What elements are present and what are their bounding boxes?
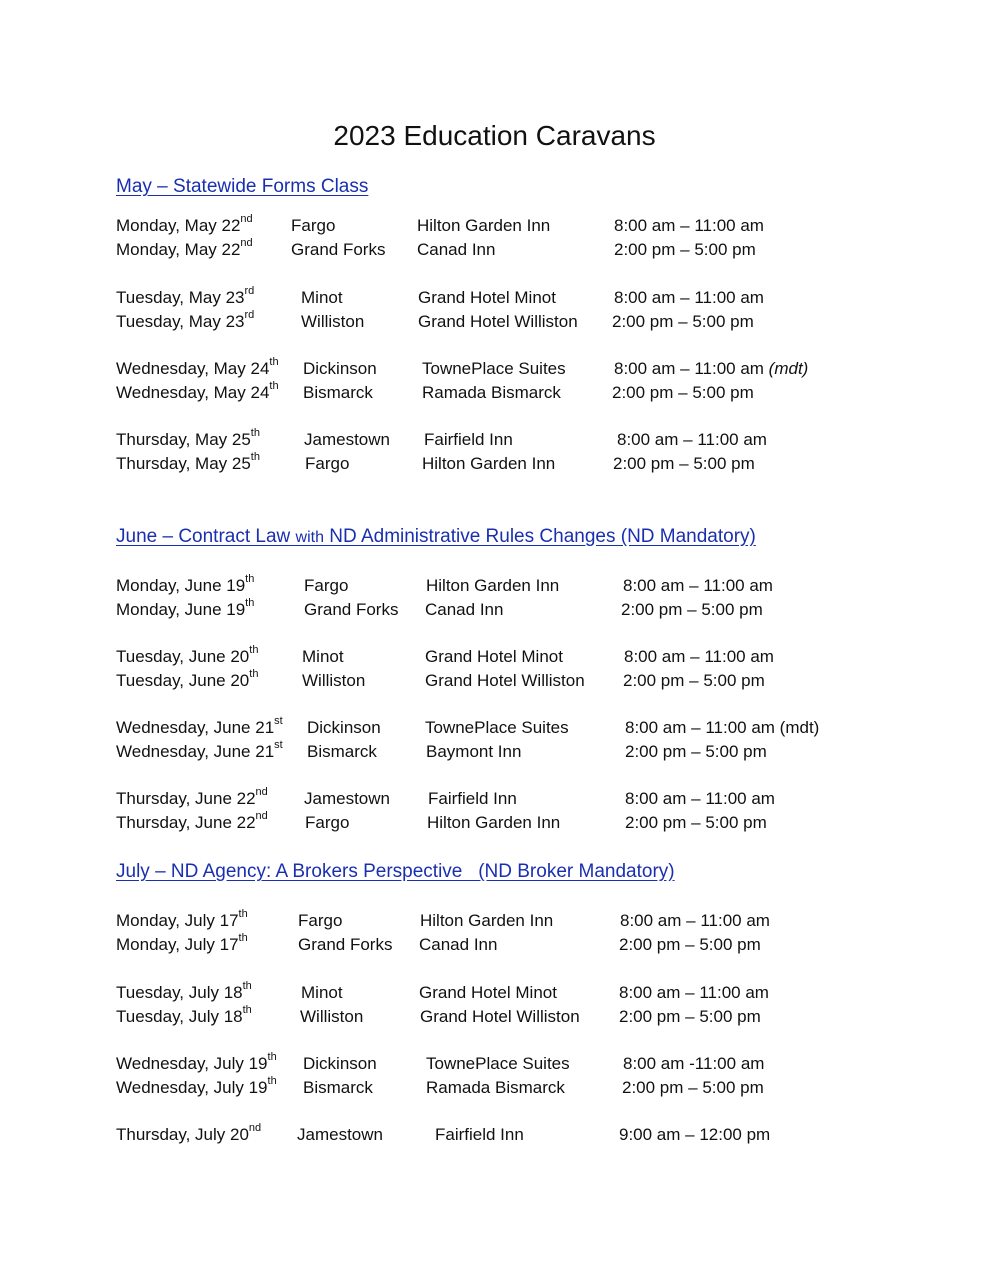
date-cell: Thursday, June 22nd: [116, 810, 268, 832]
city-cell: Minot: [301, 983, 343, 1002]
date-cell: Tuesday, May 23rd: [116, 309, 255, 331]
time-cell: 2:00 pm – 5:00 pm: [621, 600, 763, 619]
city-cell: Minot: [301, 288, 343, 307]
schedule-row: [0, 452, 989, 476]
venue-cell: Canad Inn: [419, 935, 498, 954]
date-cell: Monday, May 22nd: [116, 237, 253, 259]
city-cell: Bismarck: [303, 383, 373, 402]
city-cell: Dickinson: [303, 359, 377, 378]
city-cell: Bismarck: [303, 1078, 373, 1097]
schedule-row: [0, 574, 989, 598]
time-cell: 2:00 pm – 5:00 pm: [623, 671, 765, 690]
venue-cell: Grand Hotel Williston: [418, 312, 578, 331]
schedule-row: [0, 428, 989, 452]
time-cell: 8:00 am – 11:00 am: [623, 576, 773, 595]
time-cell: 2:00 pm – 5:00 pm: [625, 742, 767, 761]
schedule-row: [0, 1123, 989, 1147]
venue-cell: Grand Hotel Minot: [419, 983, 557, 1002]
date-cell: Wednesday, July 19th: [116, 1075, 277, 1097]
date-cell: Tuesday, June 20th: [116, 668, 259, 690]
schedule-row: [0, 310, 989, 334]
section-heading-july[interactable]: [116, 860, 675, 884]
date-cell: Monday, July 17th: [116, 908, 248, 930]
venue-cell: Ramada Bismarck: [426, 1078, 565, 1097]
time-cell: 2:00 pm – 5:00 pm: [619, 935, 761, 954]
time-cell: 8:00 am – 11:00 am: [617, 430, 767, 449]
venue-cell: TownePlace Suites: [422, 359, 566, 378]
time-cell: 8:00 am – 11:00 am: [614, 288, 764, 307]
time-cell: 2:00 pm – 5:00 pm: [612, 312, 754, 331]
schedule-row: [0, 740, 989, 764]
city-cell: Williston: [300, 1007, 364, 1026]
venue-cell: Grand Hotel Minot: [418, 288, 556, 307]
city-cell: Fargo: [305, 454, 350, 473]
venue-cell: Hilton Garden Inn: [426, 576, 560, 595]
date-cell: Monday, July 17th: [116, 932, 248, 954]
timezone-note: (mdt): [768, 359, 809, 378]
schedule-row: [0, 645, 989, 669]
time-cell: 2:00 pm – 5:00 pm: [613, 454, 755, 473]
time-cell: 2:00 pm – 5:00 pm: [612, 383, 754, 402]
venue-cell: Hilton Garden Inn: [427, 813, 561, 832]
schedule-row: [0, 811, 989, 835]
schedule-row: [0, 238, 989, 262]
date-cell: Tuesday, July 18th: [116, 980, 252, 1002]
venue-cell: Canad Inn: [425, 600, 504, 619]
time-cell: 2:00 pm – 5:00 pm: [625, 813, 767, 832]
time-cell: 8:00 am – 11:00 am (mdt): [614, 359, 809, 378]
city-cell: Fargo: [304, 576, 349, 595]
city-cell: Jamestown: [297, 1125, 383, 1144]
venue-cell: TownePlace Suites: [426, 1054, 570, 1073]
date-cell: Monday, June 19th: [116, 573, 255, 595]
venue-cell: Fairfield Inn: [424, 430, 513, 449]
date-cell: Wednesday, May 24th: [116, 356, 279, 378]
city-cell: Jamestown: [304, 789, 390, 808]
schedule-row: [0, 1005, 989, 1029]
date-cell: Wednesday, July 19th: [116, 1051, 277, 1073]
time-cell: 8:00 am – 11:00 am: [614, 216, 764, 235]
heading-text: May – Statewide Forms Class: [116, 176, 369, 197]
schedule-row: [0, 716, 989, 740]
venue-cell: Grand Hotel Minot: [425, 647, 563, 666]
date-cell: Tuesday, July 18th: [116, 1004, 252, 1026]
time-cell: 2:00 pm – 5:00 pm: [622, 1078, 764, 1097]
date-cell: Wednesday, June 21st: [116, 715, 283, 737]
section-heading-may[interactable]: [116, 175, 368, 199]
venue-cell: Grand Hotel Williston: [425, 671, 585, 690]
time-cell: 8:00 am – 11:00 am (mdt): [625, 718, 820, 737]
venue-cell: Fairfield Inn: [428, 789, 517, 808]
city-cell: Bismarck: [307, 742, 377, 761]
date-cell: Wednesday, June 21st: [116, 739, 283, 761]
city-cell: Dickinson: [303, 1054, 377, 1073]
schedule-row: [0, 286, 989, 310]
venue-cell: Grand Hotel Williston: [420, 1007, 580, 1026]
city-cell: Fargo: [291, 216, 336, 235]
schedule-row: [0, 381, 989, 405]
heading-text-small: with: [295, 529, 324, 546]
city-cell: Grand Forks: [291, 240, 386, 259]
schedule-row: [0, 1052, 989, 1076]
date-cell: Thursday, July 20nd: [116, 1122, 262, 1144]
venue-cell: Ramada Bismarck: [422, 383, 561, 402]
time-cell: 2:00 pm – 5:00 pm: [614, 240, 756, 259]
venue-cell: Canad Inn: [417, 240, 496, 259]
schedule-row: [0, 357, 989, 381]
time-cell: 2:00 pm – 5:00 pm: [619, 1007, 761, 1026]
heading-text: June – Contract Law: [116, 526, 296, 547]
schedule-row: [0, 933, 989, 957]
city-cell: Minot: [302, 647, 344, 666]
city-cell: Jamestown: [304, 430, 390, 449]
date-cell: Monday, June 19th: [116, 597, 255, 619]
venue-cell: Fairfield Inn: [435, 1125, 524, 1144]
heading-text-rest: ND Administrative Rules Changes (ND Mandatory): [324, 526, 756, 547]
venue-cell: Baymont Inn: [426, 742, 522, 761]
section-heading-june[interactable]: [116, 525, 756, 550]
city-cell: Grand Forks: [298, 935, 393, 954]
date-cell: Thursday, May 25th: [116, 427, 260, 449]
date-cell: Thursday, May 25th: [116, 451, 260, 473]
schedule-row: [0, 214, 989, 238]
date-cell: Tuesday, June 20th: [116, 644, 259, 666]
schedule-row: [0, 909, 989, 933]
venue-cell: TownePlace Suites: [425, 718, 569, 737]
city-cell: Fargo: [305, 813, 350, 832]
city-cell: Williston: [302, 671, 366, 690]
venue-cell: Hilton Garden Inn: [420, 911, 554, 930]
schedule-row: [0, 598, 989, 622]
date-cell: Monday, May 22nd: [116, 213, 253, 235]
heading-text: July – ND Agency: A Brokers Perspective (ND Broker Mandatory): [116, 861, 675, 882]
schedule-row: [0, 787, 989, 811]
city-cell: Grand Forks: [304, 600, 399, 619]
city-cell: Williston: [301, 312, 365, 331]
time-cell: 9:00 am – 12:00 pm: [619, 1125, 771, 1144]
page-title: 2023 Education Caravans: [333, 120, 656, 151]
schedule-row: [0, 1076, 989, 1100]
city-cell: Fargo: [298, 911, 343, 930]
date-cell: Tuesday, May 23rd: [116, 285, 255, 307]
city-cell: Dickinson: [307, 718, 381, 737]
schedule-row: [0, 669, 989, 693]
time-cell: 8:00 am – 11:00 am: [625, 789, 775, 808]
date-cell: Wednesday, May 24th: [116, 380, 279, 402]
time-cell: 8:00 am – 11:00 am: [620, 911, 770, 930]
venue-cell: Hilton Garden Inn: [422, 454, 556, 473]
time-cell: 8:00 am – 11:00 am: [624, 647, 774, 666]
venue-cell: Hilton Garden Inn: [417, 216, 551, 235]
schedule-row: [0, 981, 989, 1005]
time-cell: 8:00 am – 11:00 am: [619, 983, 769, 1002]
date-cell: Thursday, June 22nd: [116, 786, 268, 808]
time-cell: 8:00 am -11:00 am: [623, 1054, 765, 1073]
